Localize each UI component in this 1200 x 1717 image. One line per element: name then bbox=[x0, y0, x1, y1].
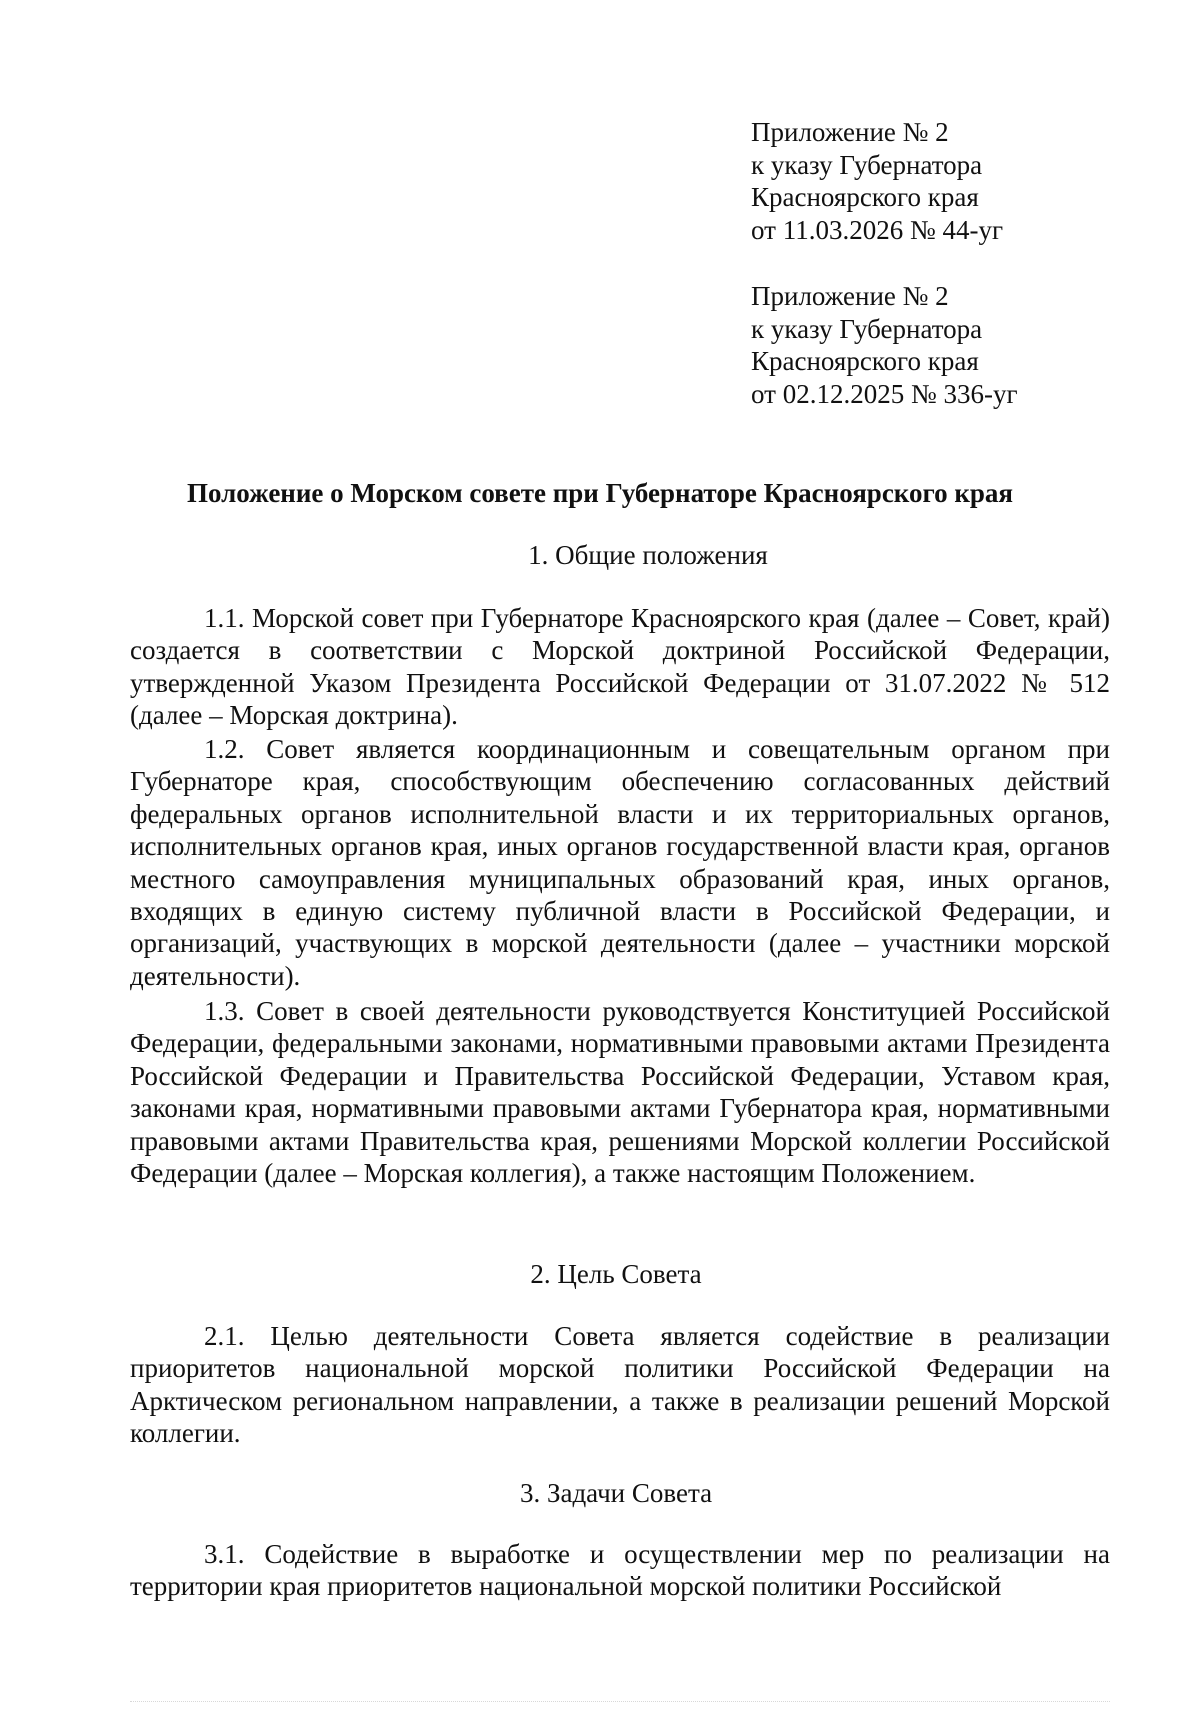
appendix-number: Приложение № 2 bbox=[751, 117, 949, 147]
document-title: Положение о Морском совете при Губернаторе Красноярского края bbox=[186, 478, 1014, 508]
paragraph-1-3: 1.3. Совет в своей деятельности руководствуется Конституцией Российской Федерации, федеральными законами, нормативными правовыми актами Президента Российской Федерации и Правительства Российской Федерации, Уставом края, законами края, нормативными правовыми актами Губернатора края, нормативными правовыми актами Правительства края, решениями Морской коллегии Российской Федерации (далее – Морская коллегия), а также настоящим Положением. bbox=[130, 996, 1110, 1189]
appendix-date-number: от 02.12.2025 № 336-уг bbox=[751, 378, 1018, 409]
appendix-date-number: от 11.03.2026 № 44-уг bbox=[751, 214, 1004, 245]
appendix-number: Приложение № 2 bbox=[751, 281, 949, 311]
paragraph-3-1: 3.1. Содействие в выработке и осуществлении мер по реализации на территории края приоритетов национальной морской политики Российской bbox=[130, 1539, 1110, 1602]
paragraph-2-1: 2.1. Целью деятельности Совета является содействие в реализации приоритетов национальной морской политики Российской Федерации на Арктическом региональном направлении, а также в реализации решений Морской коллегии. bbox=[130, 1321, 1110, 1449]
appendix-stamp-current bbox=[751, 116, 1003, 246]
paragraph-1-2: 1.2. Совет является координационным и совещательным органом при Губернаторе края, способствующим обеспечению согласованных действий федеральных органов исполнительной власти и их территориальных органов, исполнительных органов края, иных органов государственной власти края, органов местного самоуправления муниципальных образований края, иных органов, входящих в единую систему публичной власти в Российской Федерации, и организаций, участвующих в морской деятельности (далее – участники морской деятельности). bbox=[130, 734, 1110, 991]
scan-bottom-edge bbox=[130, 1701, 1110, 1708]
appendix-region: Красноярского края bbox=[751, 182, 979, 212]
section-heading-tasks: 3. Задачи Совета bbox=[519, 1478, 713, 1508]
appendix-region: Красноярского края bbox=[751, 346, 979, 376]
appendix-decree-ref: к указу Губернатора bbox=[751, 313, 983, 344]
section-heading-goal: 2. Цель Совета bbox=[530, 1259, 702, 1289]
appendix-decree-ref: к указу Губернатора bbox=[751, 149, 983, 180]
paragraph-1-1: 1.1. Морской совет при Губернаторе Красноярского края (далее – Совет, край) создается в соответствии с Морской доктриной Российской Федерации, утвержденной Указом Президента Российской Федерации от 31.07.2022 № 512 (далее – Морская доктрина). bbox=[130, 603, 1110, 731]
appendix-stamp-previous bbox=[751, 280, 1018, 410]
section-heading-general: 1. Общие положения bbox=[528, 540, 768, 570]
